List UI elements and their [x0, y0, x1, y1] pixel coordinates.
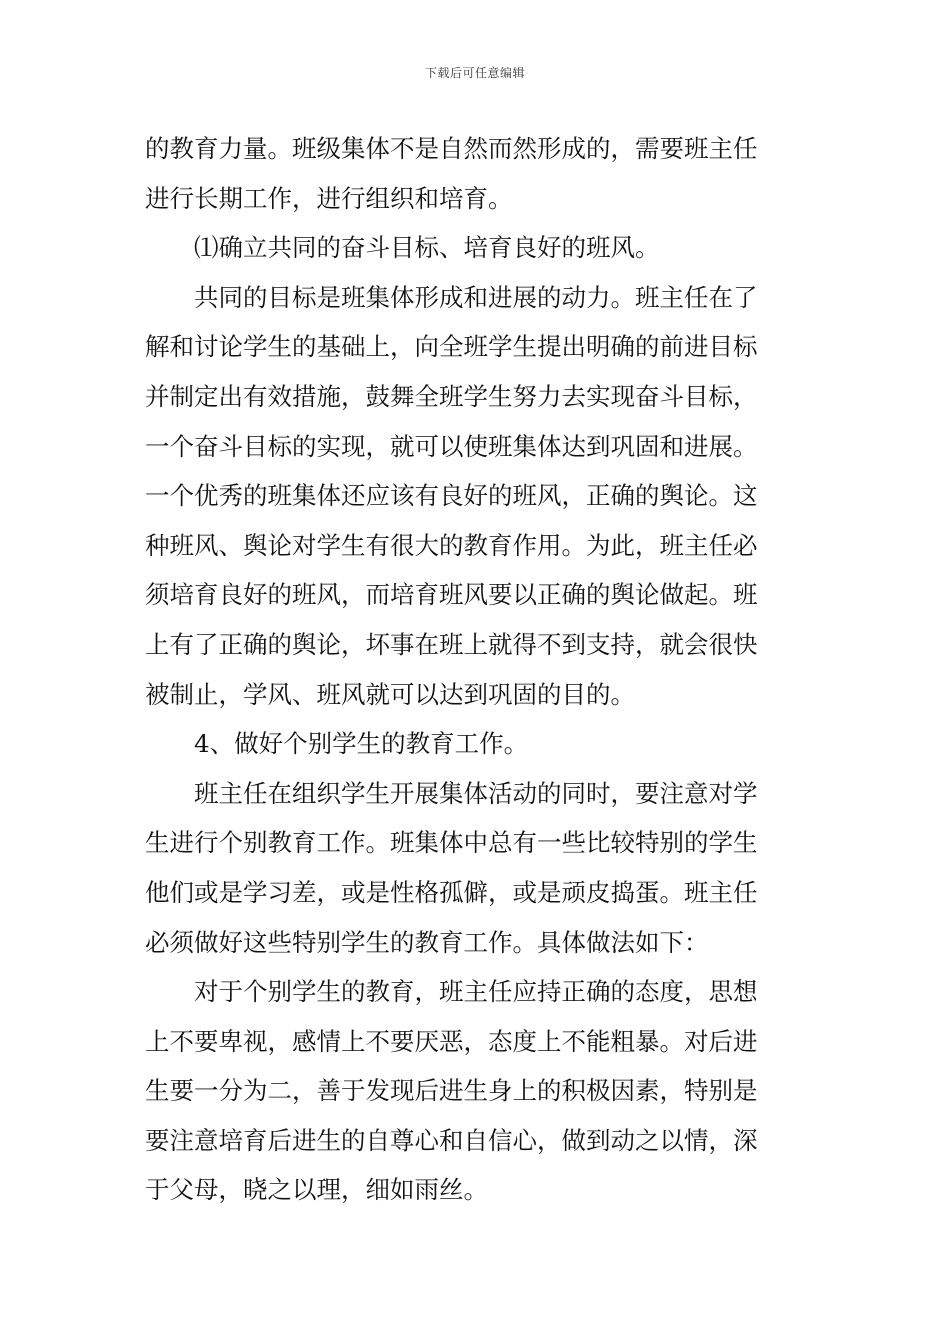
text-line: 一个优秀的班集体还应该有良好的班风，正确的舆论。这	[145, 481, 758, 511]
text-line: 4、做好个别学生的教育工作。	[194, 729, 529, 759]
text-line: 的教育力量。班级集体不是自然而然形成的，需要班主任	[145, 134, 758, 163]
document-body	[145, 124, 810, 1215]
text-line: 于父母，晓之以理，细如雨丝。	[145, 1175, 488, 1205]
text-line: 共同的目标是班集体形成和进展的动力。班主任在了	[194, 282, 758, 312]
text-line: 生进行个别教育工作。班集体中总有一些比较特别的学生	[145, 828, 758, 858]
text-line: 并制定出有效措施，鼓舞全班学生努力去实现奋斗目标，	[145, 381, 758, 411]
text-line: 一个奋斗目标的实现，就可以使班集体达到巩固和进展。	[145, 431, 758, 461]
text-line: 解和讨论学生的基础上，向全班学生提出明确的前进目标	[145, 332, 758, 362]
text-line: 对于个别学生的教育，班主任应持正确的态度，思想	[194, 977, 758, 1007]
text-line: 他们或是学习差，或是性格孤僻，或是顽皮捣蛋。班主任	[145, 877, 758, 907]
text-line: 进行长期工作，进行组织和培育。	[145, 183, 513, 213]
page-header: 下载后可任意编辑	[424, 66, 525, 80]
text-line: 班主任在组织学生开展集体活动的同时，要注意对学	[194, 778, 758, 808]
text-line: 须培育良好的班风，而培育班风要以正确的舆论做起。班	[145, 580, 758, 610]
text-line: 生要一分为二，善于发现后进生身上的积极因素，特别是	[145, 1076, 758, 1106]
text-line: 必须做好这些特别学生的教育工作。具体做法如下：	[145, 927, 709, 957]
text-line: 上有了正确的舆论，坏事在班上就得不到支持，就会很快	[145, 629, 758, 659]
text-line: ⑴确立共同的奋斗目标、培育良好的班风。	[194, 233, 660, 263]
text-line: 上不要卑视，感情上不要厌恶，态度上不能粗暴。对后进	[145, 1026, 758, 1056]
text-line: 要注意培育后进生的自尊心和自信心，做到动之以情，深	[145, 1125, 758, 1155]
text-line: 被制止，学风、班风就可以达到巩固的目的。	[145, 679, 635, 709]
text-line: 种班风、舆论对学生有很大的教育作用。为此，班主任必	[145, 530, 758, 560]
